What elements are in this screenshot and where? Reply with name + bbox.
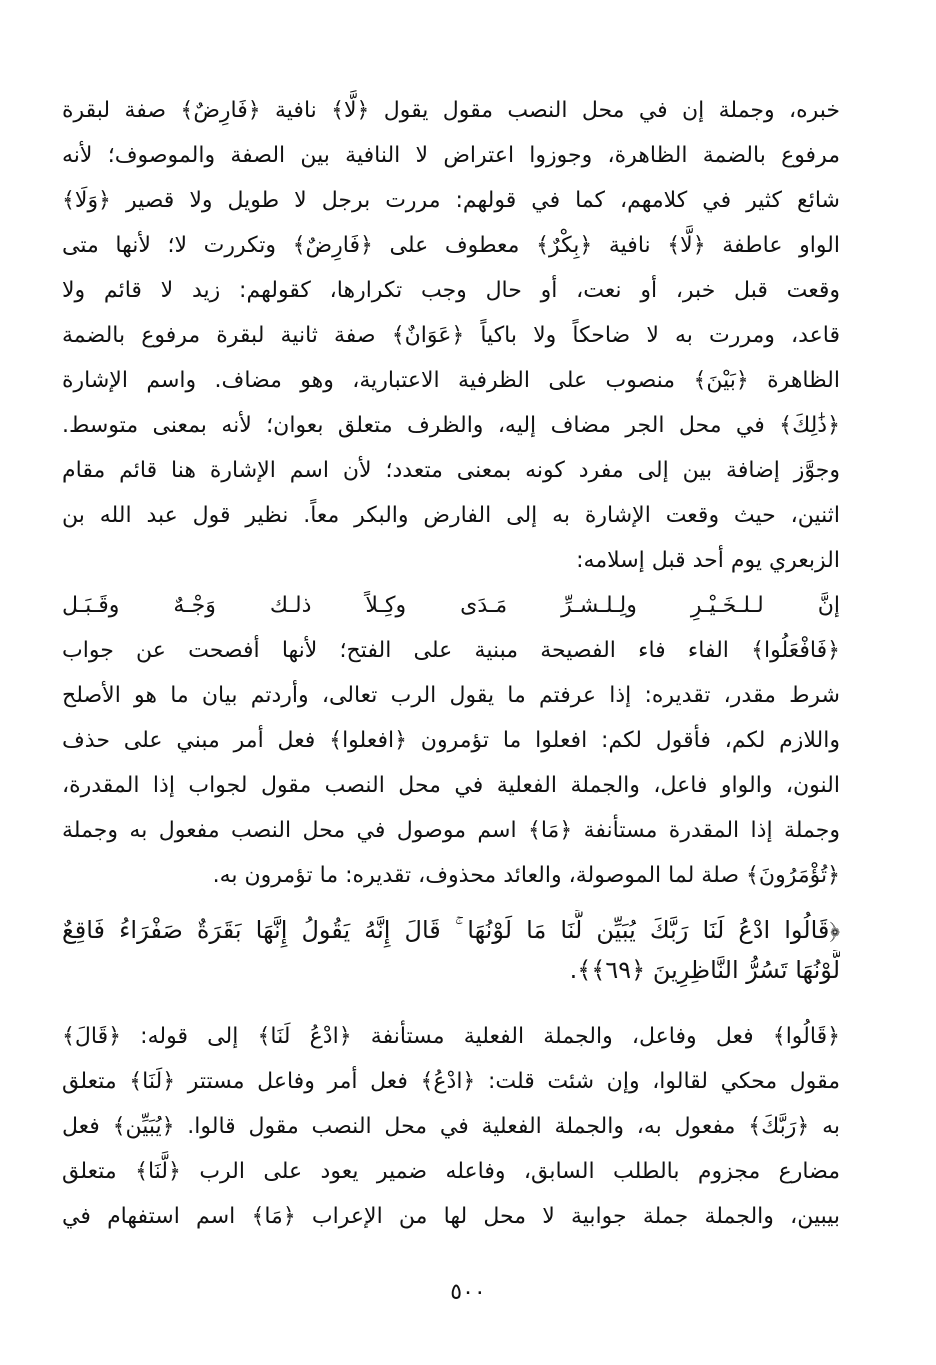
paragraph-3 [62,1014,840,1239]
text-line: به ﴿رَبَّكَ﴾ مفعول به، والجملة الفعلية في محل النصب مقول قالوا. ﴿يُبَيِّن﴾ فعل [62,1114,840,1139]
spacer [62,898,840,910]
text-line: الزبعري يوم أحد قبل إسلامه: [576,548,840,573]
paragraph-2 [62,628,840,898]
text-line: خبره، وجملة إن في محل النصب مقول يقول ﴿لَّا﴾ نافية ﴿فَارِضٌ﴾ صفة لبقرة [62,98,840,123]
text-line: شائع كثير في كلامهم، كما في قولهم: مررت برجل لا طويل ولا قصير ﴿وَلَا﴾ [62,188,840,213]
text-line: اثنين، حيث وقعت الإشارة به إلى الفارض والبكر معاً. نظير قول عبد الله بن [62,503,840,528]
text-line: الواو عاطفة ﴿لَّا﴾ نافية ﴿بِكْرٌ﴾ معطوف على ﴿فَارِضٌ﴾ وتكررت لا؛ لأنها متى [62,233,840,258]
text-line: ﴿ذَٰلِكَ﴾ في محل الجر مضاف إليه، والظرف متعلق بعوان؛ لأنه بمعنى متوسط. [62,413,840,438]
text-line: وجملة إذا المقدرة مستأنفة ﴿مَا﴾ اسم موصول في محل النصب مفعول به وجملة [62,818,840,843]
paragraph-1 [62,88,840,583]
text-line: واللازم لكم، فأقول لكم: افعلوا ما تؤمرون ﴿افعلوا﴾ فعل أمر مبني على حذف [62,728,840,753]
text-line: الظاهرة ﴿بَيْنَ﴾ منصوب على الظرفية الاعتبارية، وهو مضاف. واسم الإشارة [62,368,840,393]
text-line: ﴿قَالُوا﴾ فعل وفاعل، والجملة الفعلية مستأنفة ﴿ادْعُ لَنَا﴾ إلى قوله: ﴿قَالَ﴾ [62,1024,840,1049]
text-line: النون، والواو فاعل، والجملة الفعلية في محل النصب مقول لجواب إذا المقدرة، [62,773,840,798]
text-line: ﴿تُؤْمَرُونَ﴾ صلة لما الموصولة، والعائد محذوف، تقديره: ما تؤمرون به. [212,863,840,888]
text-line: قاعد، ومررت به لا ضاحكاً ولا باكياً ﴿عَوَانٌ﴾ صفة ثانية لبقرة مرفوع بالضمة [62,323,840,348]
quran-line: لَّوْنُهَا تَسُرُّ النَّاظِرِينَ ﴿٦٩﴾﴾. [569,956,840,984]
text-line: شرط مقدر، تقديره: إذا عرفتم ما يقول الرب تعالى، وأردتم بيان ما هو الأصلح [62,683,840,708]
spacer [62,990,840,1014]
page-body [62,88,840,1239]
page-number: ٥٠٠ [450,1280,486,1305]
text-line: وقعت قبل خبر، أو نعت، أو حال وجب تكرارها، كقولهم: زيد لا قائم ولا [62,278,840,303]
text-line: مرفوع بالضمة الظاهرة، وجوزوا اعتراض لا النافية بين الصفة والموصوف؛ لأنه [62,143,840,168]
text-line: ﴿فَافْعَلُوا﴾ الفاء فاء الفصيحة مبنية على الفتح؛ لأنها أفصحت عن جواب [62,638,840,663]
quran-line: ﴿قَالُوا ادْعُ لَنَا رَبَّكَ يُبَيِّن لَّنَا مَا لَوْنُهَا ۚ قَالَ إِنَّهُ يَقُولُ إِنَّهَا بَقَرَةٌ صَفْرَاءُ فَاقِعٌ [62,916,840,944]
text-line: مضارع مجزوم بالطلب السابق، وفاعله ضمير يعود على الرب ﴿لَّنَا﴾ متعلق [62,1159,840,1184]
poem-verse: إنَّ لـلـخَـيْـرِ ولِـلـشـرِّ مَـدَى وكِـلاً ذلـك وَجْـهٌ وقَـبَـل [62,593,840,618]
quran-verse [62,910,840,990]
text-line: بيبين، والجملة جملة جوابية لا محل لها من الإعراب ﴿مَا﴾ اسم استفهام في [62,1204,840,1229]
text-line: مقول محكي لقالوا، وإن شئت قلت: ﴿ادْعُ﴾ فعل أمر وفاعل مستتر ﴿لَنَا﴾ متعلق [62,1069,840,1094]
text-line: وجوَّز إضافة بين إلى مفرد كونه بمعنى متعدد؛ لأن اسم الإشارة هنا قائم مقام [62,458,840,483]
